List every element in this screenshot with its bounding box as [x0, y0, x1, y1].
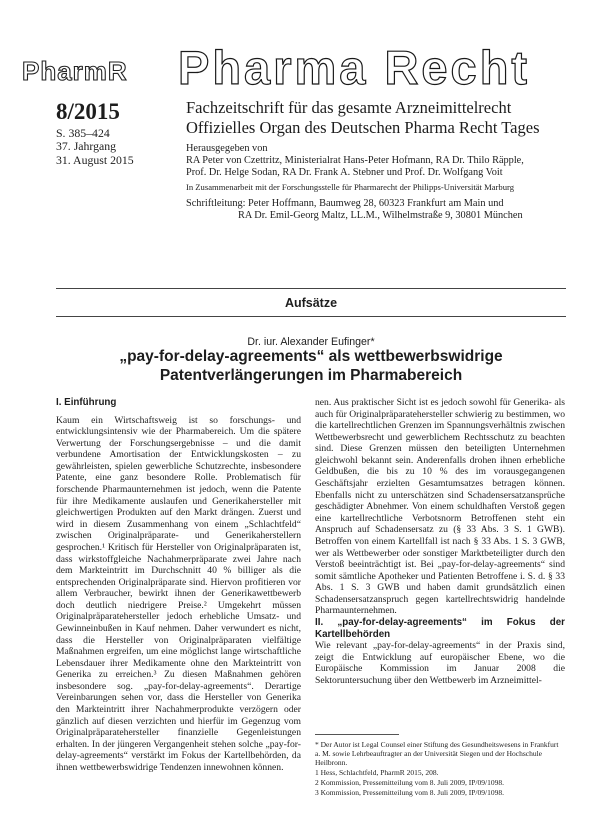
journal-logo-title: Pharma Recht	[178, 41, 531, 94]
issue-number: 8/2015	[56, 99, 120, 124]
section-rule-top	[56, 288, 566, 289]
right-paragraph-2: Wie relevant „pay-for-delay-agreements“ in der Praxis sind, zeigt die Entwicklung auf europäischer Ebene, wo die Europäische Kommission im Januar 2008 die Sektoruntersuchung über den Wettbewerb im Arzneimittel-	[315, 640, 565, 686]
editors-label: Herausgegeben von	[186, 143, 268, 154]
institute-note: In Zusammenarbeit mit der Forschungsstelle für Pharmarecht der Philipps-Universität Marburg	[186, 182, 514, 192]
section-rule-bottom	[56, 316, 566, 317]
editors-line-2: Prof. Dr. Helge Sodan, RA Dr. Frank A. Stebner und Prof. Dr. Wolfgang Voit	[186, 166, 503, 178]
schriftleitung-line-2: RA Dr. Emil-Georg Maltz, LL.M., Wilhelmstraße 9, 30801 München	[238, 209, 523, 221]
issue-pages: S. 385–424	[56, 126, 110, 140]
editors-line-1: RA Peter von Czettritz, Ministerialrat Hans-Peter Hofmann, RA Dr. Thilo Räpple,	[186, 155, 524, 166]
article-title-line-2: Patentverlängerungen im Pharmabereich	[159, 366, 463, 384]
section-title: Aufsätze	[284, 296, 338, 310]
subtitle-line-2: Offizielles Organ des Deutschen Pharma Recht Tages	[186, 118, 540, 137]
subtitle-line-1: Fachzeitschrift für das gesamte Arzneimittelrecht	[186, 98, 512, 117]
journal-subtitle	[186, 98, 540, 138]
footnote-3: 3 Kommission, Pressemitteilung vom 8. Juli 2009, IP/09/1098.	[315, 788, 504, 797]
right-paragraph-1: nen. Aus praktischer Sicht ist es jedoch sowohl für Generika- als auch für Originalpräparatehersteller schwierig zu bestimmen, wo die kartellrechtlichen Grenzen im Spannungsverhältnis zwischen Wettbewerbsrecht und gewerblichem Rechtsschutz zu beachten sind. Diese Grenzen müssen den beteiligten Unternehmen gleichwohl bekannt sein. Anderenfalls drohen ihnen erhebliche Geldbußen, die bis zu 10 % des im vorausgegangenen Geschäftsjahr erzielten Gesamtumsatzes betragen können. Ebenfalls nicht zu unterschätzen sind Schadensersatzansprüche geschädigter Abnehmer. Von einem schuldhaften Verstoß gegen eine kartellrechtliche Verbotsnorm Betroffenen steht ein Anspruch auf Schadensersatz zu (§ 33 Abs. 3 S. 1 GWB). Betroffen von einem Kartellfall ist nach § 33 Abs. 1 S. 3 GWB, wer als Wettbewerber oder sonstiger Marktbeteiligter durch den Verstoß beeinträchtigt ist. Bei „pay-for-delay-agreements“ sind somit sämtliche Apotheker und Patienten Betroffene i. S. d. § 33 Abs. 1 S. 3 GWB und haben damit grundsätzlich einen Schadensersatzanspruch gegen kartellrechtswidrig handelnde Pharmaunternehmen.	[315, 397, 565, 617]
footnote-author: * Der Autor ist Legal Counsel einer Stiftung des Gesundheitswesens in Frankfurt a. M. sowie Lehrbeauftragter an der Universität Siegen und der Hochschule Heilbronn.	[315, 740, 559, 767]
journal-logo-small: PharmR	[22, 56, 128, 86]
article-title	[56, 348, 566, 385]
article-title-line-1: „pay-for-delay-agreements“ als wettbewerbswidrige	[119, 348, 503, 365]
issue-year: 37. Jahrgang	[56, 139, 117, 154]
left-paragraph: Kaum ein Wirtschaftsweig ist so forschungs- und entwicklungsintensiv wie der Pharmabereich. Um die spätere Verwertung der Forschungsergebnisse – und die damit verbundene Amortisation der Entwicklungskosten – zu gewährleisten, spielen gewerbliche Schutzrechte, insbesondere Patente, eine ganz besondere Rolle. Problematisch für forschende Pharmaunternehmen ist jedoch, wenn die Patente für ihre Medikamente auslaufen und Generikahersteller mit gleichwertigen Produkten auf den Markt drängen. Zuerst und wird in diesem Zusammenhang von einem „Schlachtfeld“ zwischen Originalpräparate- und Generikaherstellern gesprochen.¹ Kritisch für Hersteller von Originalpräparaten ist, dass wirkstoffgleiche Nachahmerpräparate zwei Jahre nach dem Markteintritt im Durchschnitt 40 % billiger als die entsprechenden Originalpräparate sind. Hiervon profitieren vor allem Verbraucher, bewirkt ihnen der Generikawettbewerb doch deutlich niedrigere Preise.² Umgekehrt müssen Originalpräparatehersteller jedoch erhebliche Umsatz- und Gewinneinbußen in Kauf nehmen. Daher verwundert es nicht, dass die Hersteller von Originalpräparaten vielfältige Maßnahmen ergreifen, um eine möglichst lange wirtschaftliche Lebensdauer ihrer Medikamente ohne den Markteintritt von Generika zu erreichen.³ Zu diesen Maßnahmen gehören insbesondere sog. „pay-for-delay-agreements“. Derartige Vereinbarungen sehen vor, dass die Hersteller von Generika den Markteintritt ihrer Nachahmerprodukte verzögern oder gänzlich auf diesen verzichten und hierfür im Gegenzug vom Originalpräparatehersteller finanzielle Gegenleistungen erhalten. In der jüngeren Vergangenheit stehen solche „pay-for-delay-agreements“ verstärkt im Fokus der Kartellbehörden, da ihnen wettbewerbswidrige Tendenzen innewohnen können.	[56, 414, 301, 773]
footnote-rule	[315, 734, 399, 735]
footnote-1: 1 Hess, Schlachtfeld, PharmR 2015, 208.	[315, 768, 439, 777]
footnote-2: 2 Kommission, Pressemitteilung vom 8. Juli 2009, IP/09/1098.	[315, 778, 504, 787]
heading-introduction: I. Einführung	[56, 397, 117, 408]
issue-date: 31. August 2015	[56, 152, 134, 167]
footnotes	[315, 740, 565, 798]
issue-meta	[56, 127, 134, 167]
article-author: Dr. iur. Alexander Eufinger*	[247, 336, 375, 348]
editors-list	[186, 155, 576, 178]
heading-cartel-authorities: II. „pay-for-delay-agreements“ im Fokus der Kartellbehörden	[315, 616, 565, 640]
schriftleitung-line-1: Schriftleitung: Peter Hoffmann, Baumweg 28, 60323 Frankfurt am Main und	[186, 198, 504, 209]
schriftleitung	[186, 198, 605, 221]
right-column	[315, 397, 565, 686]
left-column	[56, 397, 301, 774]
